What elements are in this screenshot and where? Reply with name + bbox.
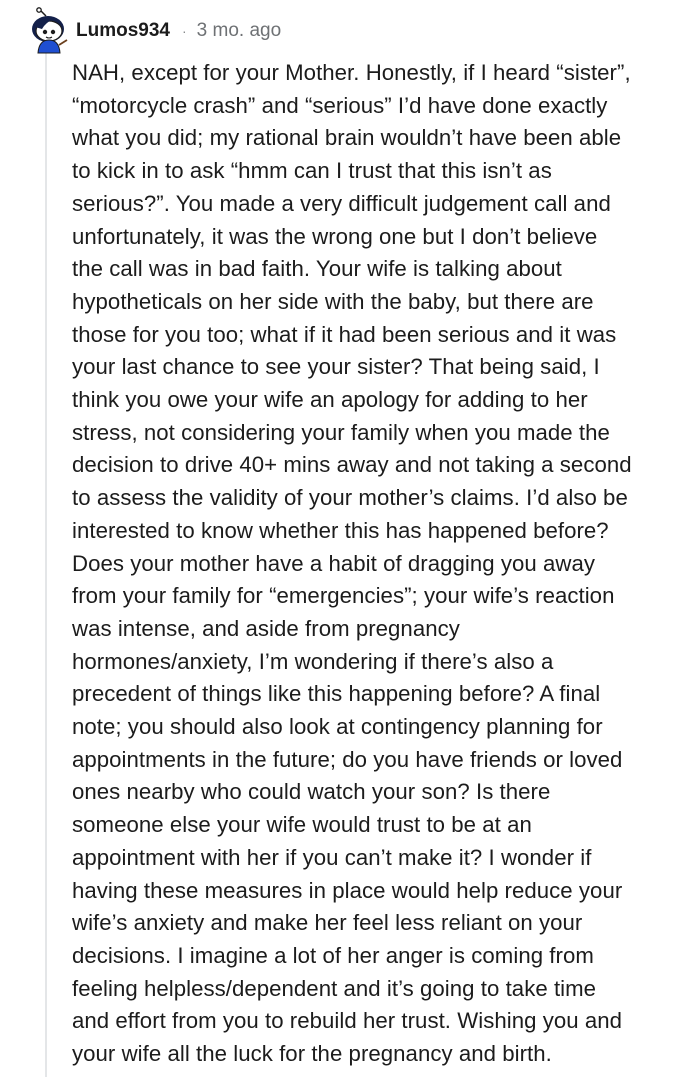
comment-body: NAH, except for your Mother. Honestly, if I heard “sister”, “motorcycle crash” and “serious” I’d have done exactly what you did; my rational brain wouldn’t have been able to kick in to ask “hmm can I trust that this isn’t as serious?”. You made a very difficult judgement call and unfortunately, it was the wrong one but I don’t believe the call was in bad faith. Your wife is talking about hypotheticals on her side with the baby, but there are those for you too; what if it had been serious and it was your last chance to see your sister? That being said, I think you owe your wife an apology for adding to her stress, not considering your family when you made the decision to drive 40+ mins away and not taking a second to assess the validity of your mother’s claims. I’d also be interested to know whether this has happened before? Does your mother have a habit of dragging you away from your family for “emergencies”; your wife’s reaction was intense, and aside from pregnancy hormones/anxiety, I’m wondering if there’s also a precedent of things like this happening before? A final note; you should also look at contingency planning for appointments in the future; do you have friends or loved ones nearby who could watch your son? Is there someone else your wife would trust to be at an appointment with her if you can’t make it? I wonder if having these measures in place would help reduce your wife’s anxiety and make her feel less reliant on your decisions. I imagine a lot of her anger is coming from feeling helpless/dependent and it’s going to take time and effort from you to rebuild her trust. Wishing you and your wife all the luck for the pregnancy and birth.	[72, 60, 632, 1067]
username-link[interactable]: Lumos934	[76, 20, 170, 41]
comment-header	[24, 6, 281, 56]
user-avatar[interactable]	[24, 7, 72, 55]
comment-timestamp[interactable]: 3 mo. ago	[196, 20, 282, 41]
separator-dot: ·	[181, 23, 187, 39]
reddit-snoo-avatar-icon	[24, 7, 72, 55]
thread-line[interactable]	[45, 50, 47, 1077]
